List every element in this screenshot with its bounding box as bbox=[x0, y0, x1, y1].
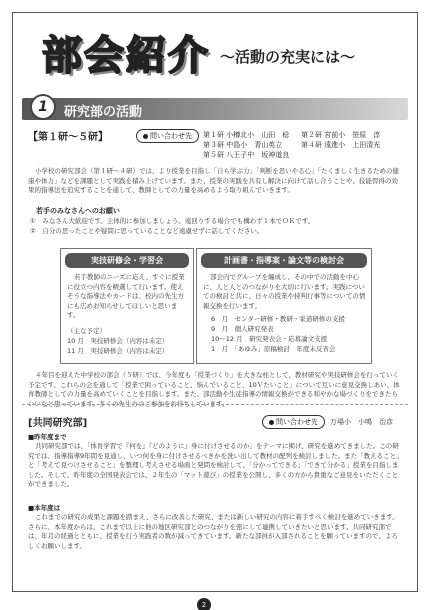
contact-entry: 第４研 遠進小 上田清光 bbox=[301, 141, 381, 149]
section-number-badge: 1 bbox=[30, 94, 56, 120]
research-intro-paragraph: 小学校の研究部会（第１研～４研）では、より授業を目指し「自ら学ぶ力」「判断を思いやる心」「たくましく生きるための健康や体力」などを課題として実践を積み上げています。また、授業の実践を共有し解決に向けて話し合うことや、技能習得の効果的指導法を追究することを通して、教師としての力量を高めるよう取り組んでいきます。 bbox=[28, 167, 399, 194]
notice-title: 若手のみなさんへのお願い bbox=[36, 207, 120, 215]
research-groups-heading: 【第１研～５研】 bbox=[28, 132, 108, 143]
schedule-title: （主な予定） bbox=[67, 327, 106, 335]
bullet-icon bbox=[143, 134, 148, 139]
this-year-paragraph: これまでの研究の成果と課題を踏まえ、さらに改善した研究、または新しい研究の内容に着手すべく検討を進めていきます。さらに、本年度からは、これまで以上に他の地区研究部とのつながりを密にして連携していきたいと思います。共同研究部では、年月の経過とともに、授業を行う実践者の数が減ってきています。新たな部員が入部されることを願っていますので、よろしくお願いします。 bbox=[28, 513, 399, 550]
schedule-item: 11 月 実技研修会（内容は未定） bbox=[67, 347, 169, 355]
subsection-heading: ■本年度は bbox=[28, 504, 61, 512]
page-header bbox=[22, 24, 412, 79]
section-title: 研究部の活動 bbox=[64, 105, 143, 120]
schedule-item: 10 月 実技研修会（内容は未定） bbox=[67, 337, 169, 345]
review-meeting-box bbox=[196, 248, 372, 364]
contact-entry: 第３研 中島小 青山英立 bbox=[203, 141, 283, 149]
contact-entry: 第５研 八王子中 坂神道良 bbox=[203, 151, 290, 159]
review-box-text: 部会内でグループを編成し、その中での活動を中心に、人と人とのつながりを大切に行います。実践についての検討と共に、日々の授業や持判行事等についての情報交換を行います。 bbox=[203, 273, 366, 310]
contact-row bbox=[203, 130, 380, 140]
contact-name: 万場小 小鳴 治彦 bbox=[330, 418, 393, 426]
contact-row bbox=[203, 150, 380, 160]
contact-label: 問い合わせ先 bbox=[150, 132, 192, 140]
schedule-item: 10～12 月 研究発表会・応募論文支援 bbox=[211, 335, 328, 343]
schedule-item: 6 月 センター研修・教研・家道研修の支援 bbox=[211, 315, 345, 323]
review-box-heading: 計画書・指導案・論文等の検討会 bbox=[201, 253, 367, 268]
workshop-box bbox=[60, 248, 194, 364]
contact-label: 問い合わせ先 bbox=[276, 418, 318, 426]
contact-list bbox=[203, 130, 380, 160]
contact-row bbox=[203, 140, 380, 150]
workshop-box-heading: 実技研修会・学習会 bbox=[65, 253, 189, 268]
section-banner bbox=[22, 98, 408, 120]
page-title: 部会紹介 bbox=[42, 33, 210, 79]
workshop-box-text: 若手教師のニーズに応え、すぐに授業に役立つ内容を精選して行います。使えそうな指導法やカードは、校内の先生方にも広めお知らせしてほしいと思います。 bbox=[67, 273, 185, 319]
contact-entry: 第２研 宮前小 笹原 淳 bbox=[301, 131, 381, 139]
joint-research-heading: [共同研究部] bbox=[28, 418, 88, 429]
contact-badge bbox=[136, 129, 199, 143]
previous-years-paragraph: 共同研究部では、「体育学習で『何を』『どのように』身に付けさせるのか」をテーマに掲げ、研究を進めてきました。この研究では、指導指導9年間を見通し、いつ何を身に付けさせるべきかを洗い出して教材の配列を検討しました。また「教えること」と「考えて見つけさせること」を整理し考えさせる場面と発問を検討して、「分かってできる」「できて分かる」授業を目指しました。そして、昨年度の全国発表会では、２年生の「マット遊び」の授業を公開し、多くの方から貴重なご意見をいただくことができました。 bbox=[28, 442, 403, 488]
page-subtitle: ～活動の充実には～ bbox=[220, 48, 356, 66]
middle-school-paragraph: ４年目を迎えた中学校の部会（５研）では、今年度も「授業づくり」を大きな柱として、教材研究や実技研修会を行っていく予定です。これらの会を通して「授業で困っていること、悩んでいること、10Ｖたいこと」について互いに意見交換しあい、体育教師としての力量を高めていくことを目指します。また、部活動や生徒指導の情報交換ができる和やかな場づくりをできたらいいなと思っています。多くの先生方のご参加をお待ちしています。 bbox=[28, 371, 400, 408]
subsection-heading: ■昨年度まで bbox=[28, 433, 67, 441]
section-divider bbox=[22, 404, 408, 405]
schedule-item: 1 月 「あゆみ」原稿検討 年度末反省会 bbox=[211, 345, 336, 353]
schedule-item: 9 月 個人研究発表 bbox=[211, 325, 274, 333]
contact-badge bbox=[262, 415, 325, 429]
notice-item: ① みなさん大歓迎です。主体的に参加しましょう。遠回りする場合でも構わず１本でＯＫです。 bbox=[30, 217, 315, 225]
page-number: 2 bbox=[197, 598, 211, 610]
contact-entry: 第１研 小樽北小 山田 稔 bbox=[203, 131, 290, 139]
notice-item: ② 自分の思ったことや疑問に思っていることなど遠慮せずに話してください。 bbox=[30, 227, 264, 235]
bullet-icon bbox=[269, 420, 274, 425]
